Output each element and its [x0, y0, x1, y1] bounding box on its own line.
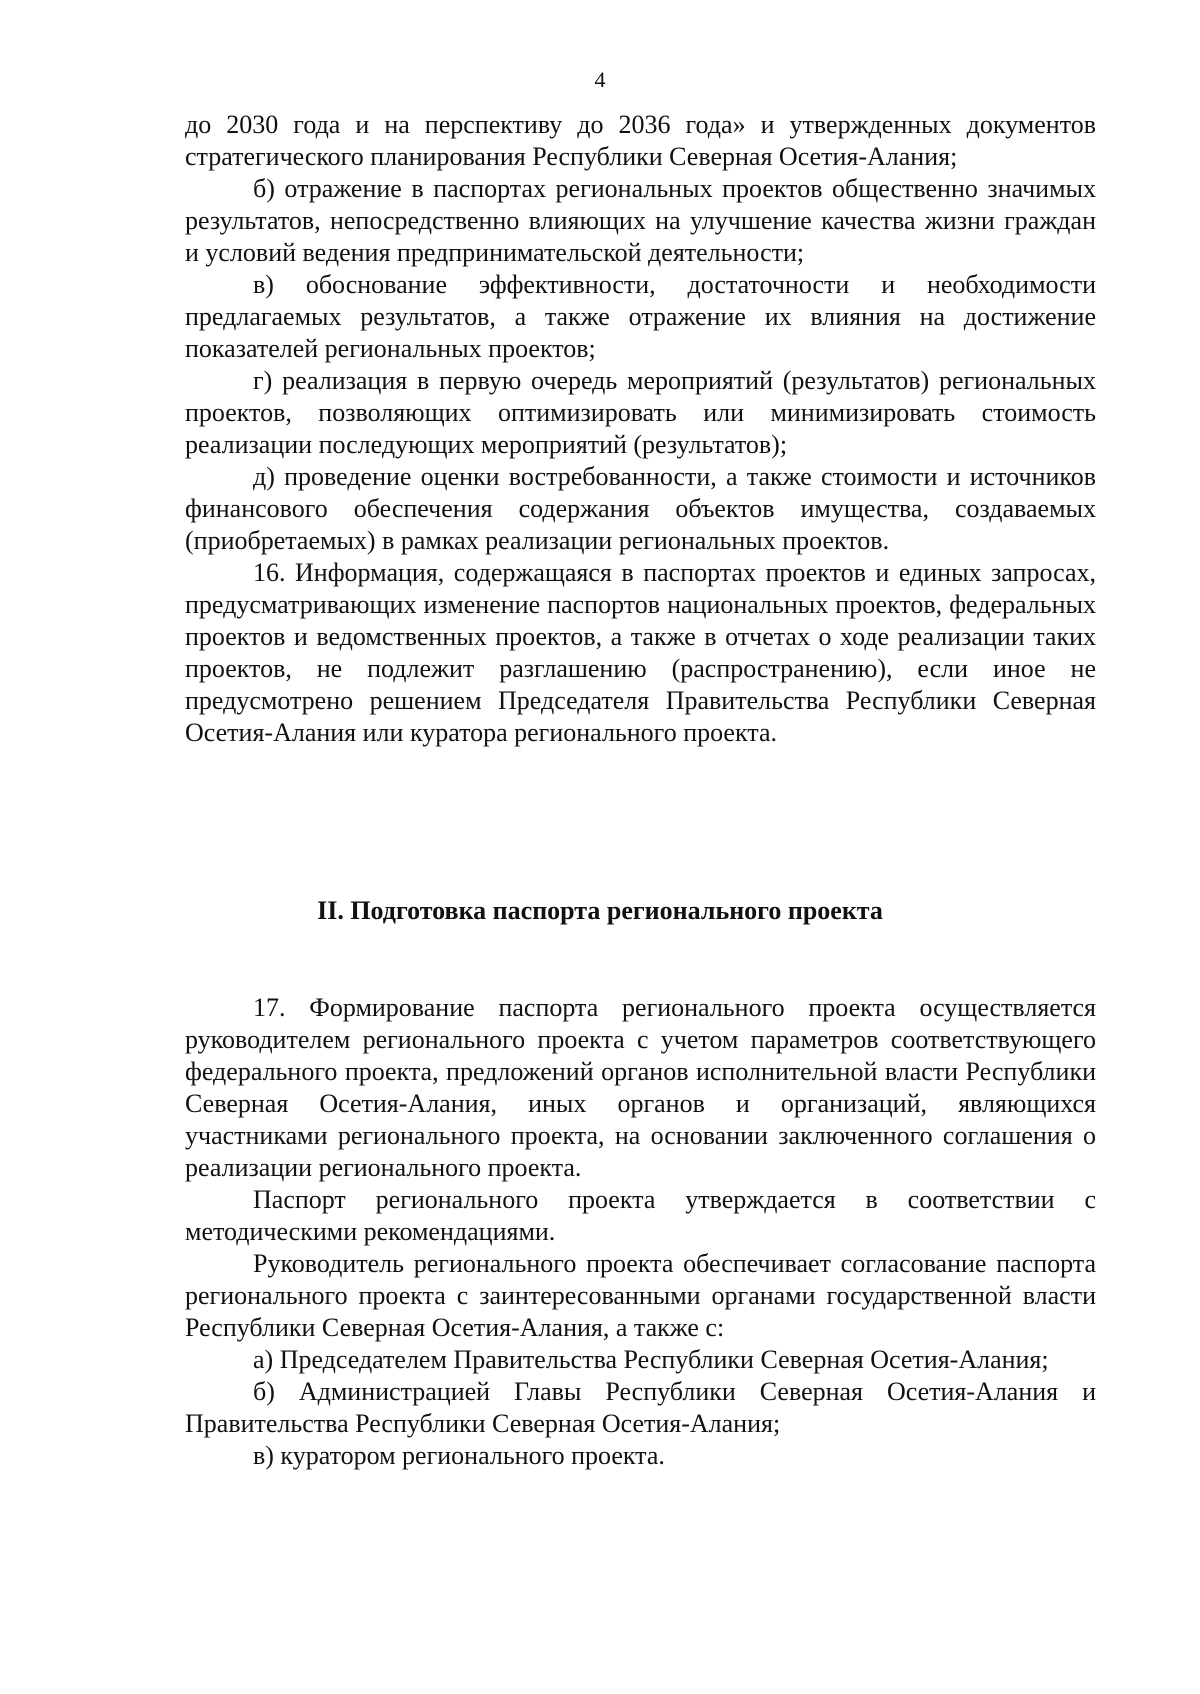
paragraph-item-a: а) Председателем Правительства Республики Северная Осетия-Алания;: [253, 1345, 1049, 1374]
paragraph-continuation: до 2030 года и на перспективу до 2036 года» и утвержденных документов стратегического планирования Республики Северная Осетия-Алания;: [185, 110, 1096, 171]
paragraph-passport-approval: Паспорт регионального проекта утверждается в соответствии с методическими рекомендациями.: [185, 1185, 1096, 1246]
paragraph-16: 16. Информация, содержащаяся в паспортах проектов и единых запросах, предусматривающих изменение паспортов национальных проектов, федеральных проектов и ведомственных проектов, а также в отчетах о ходе реализации таких проектов, не подлежит разглашению (распространению), если иное не предусмотрено решением Председателя Правительства Республики Северная Осетия-Алания или куратора регионального проекта.: [185, 558, 1096, 747]
paragraph-item-v: в) обоснование эффективности, достаточности и необходимости предлагаемых результатов, а также отражение их влияния на достижение показателей региональных проектов;: [185, 270, 1096, 363]
page-number: 4: [594, 67, 606, 92]
paragraph-item-g: г) реализация в первую очередь мероприятий (результатов) региональных проектов, позволяющих оптимизировать или минимизировать стоимость реализации последующих мероприятий (результатов);: [185, 366, 1096, 459]
paragraph-item-d: д) проведение оценки востребованности, а также стоимости и источников финансового обеспечения содержания объектов имущества, создаваемых (приобретаемых) в рамках реализации региональных проектов.: [185, 462, 1096, 555]
paragraph-item-b-admin: б) Администрацией Главы Республики Северная Осетия-Алания и Правительства Республики Северная Осетия-Алания;: [185, 1377, 1096, 1438]
section-heading: II. Подготовка паспорта регионального проекта: [317, 896, 883, 925]
text-block-lower: [185, 992, 1096, 1472]
paragraph-item-v-curator: в) куратором регионального проекта.: [253, 1441, 665, 1470]
text-block-upper: [185, 109, 1096, 749]
paragraph-coordination: Руководитель регионального проекта обеспечивает согласование паспорта регионального проекта с заинтересованными органами государственной власти Республики Северная Осетия-Алания, а также с:: [185, 1249, 1096, 1342]
paragraph-item-b: б) отражение в паспортах региональных проектов общественно значимых результатов, непосредственно влияющих на улучшение качества жизни граждан и условий ведения предпринимательской деятельности;: [185, 174, 1096, 267]
paragraph-17: 17. Формирование паспорта регионального проекта осуществляется руководителем регионального проекта с учетом параметров соответствующего федерального проекта, предложений органов исполнительной власти Республики Северная Осетия-Алания, иных органов и организаций, являющихся участниками регионального проекта, на основании заключенного соглашения о реализации регионального проекта.: [185, 993, 1096, 1182]
